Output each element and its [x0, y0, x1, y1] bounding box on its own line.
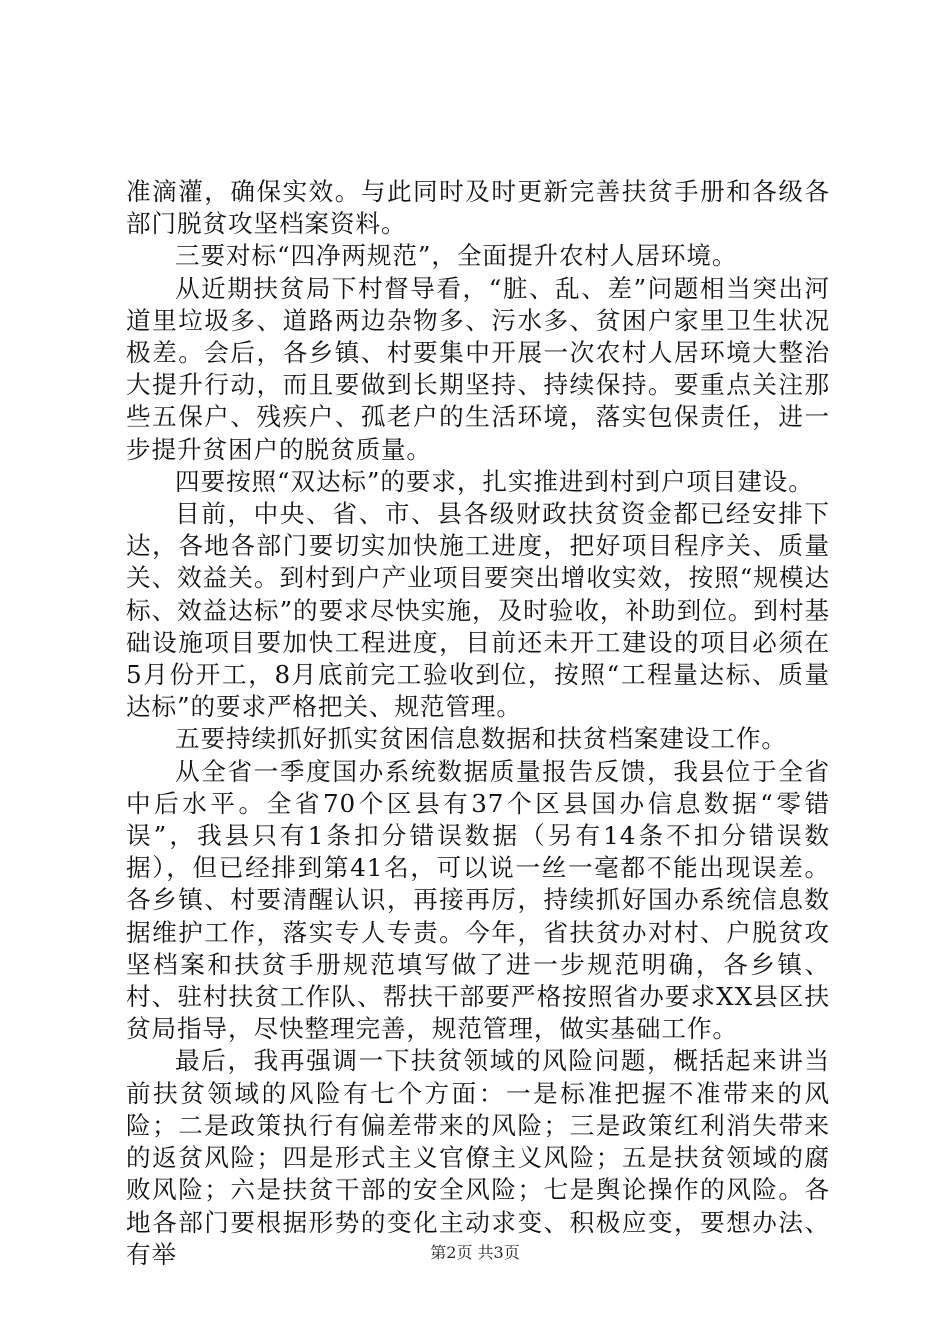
- paragraph: 从全省一季度国办系统数据质量报告反馈，我县位于全省中后水平。全省70个区县有37个区县国办信息数据“零错误”，我县只有1条扣分错误数据（另有14条不扣分错误数据），但已经排到第41名，可以说一丝一毫都不能出现误差。各乡镇、村要清醒认识，再接再厉，持续抓好国办系统信息数据维护工作，落实专人专责。今年，省扶贫办对村、户脱贫攻坚档案和扶贫手册规范填写做了进一步规范明确，各乡镇、村、驻村扶贫工作队、帮扶干部要严格按照省办要求XX县区扶贫局指导，尽快整理完善，规范管理，做实基础工作。: [126, 756, 830, 1044]
- section-heading: 五要持续抓好抓实贫困信息数据和扶贫档案建设工作。: [175, 724, 787, 754]
- paragraph: 目前，中央、省、市、县各级财政扶贫资金都已经安排下达，各地各部门要切实加快施工进度，把好项目程序关、质量关、效益关。到村到户产业项目要突出增收实效，按照“规模达标、效益达标”的要求尽快实施，及时验收，补助到位。到村基础设施项目要加快工程进度，目前还未开工建设的项目必须在5月份开工，8月底前完工验收到位，按照“工程量达标、质量达标”的要求严格把关、规范管理。: [126, 499, 830, 722]
- page-number-footer: 第2页 共3页: [430, 1243, 520, 1262]
- body-text: [126, 176, 830, 1271]
- section-heading: 四要按照“双达标”的要求，扎实推进到村到户项目建设。: [175, 466, 814, 496]
- paragraph: 从近期扶贫局下村督导看，“脏、乱、差”问题相当突出河道里垃圾多、道路两边杂物多、污水多、贫困户家里卫生状况极差。会后，各乡镇、村要集中开展一次农村人居环境大整治大提升行动，而且要做到长期坚持、持续保持。要重点关注那些五保户、残疾户、孤老户的生活环境，落实包保责任，进一步提升贫困户的脱贫质量。: [126, 273, 830, 464]
- paragraph: 准滴灌，确保实效。与此同时及时更新完善扶贫手册和各级各部门脱贫攻坚档案资料。: [126, 177, 830, 239]
- section-heading: 三要对标“四净两规范”，全面提升农村人居环境。: [175, 241, 738, 271]
- paragraph: 最后，我再强调一下扶贫领域的风险问题，概括起来讲当前扶贫领域的风险有七个方面：一是标准把握不准带来的风险；二是政策执行有偏差带来的风险；三是政策红利消失带来的返贫风险；四是形式主义官僚主义风险；五是扶贫领域的腐败风险；六是扶贫干部的安全风险；七是舆论操作的风险。各地各部门要根据形势的变化主动求变、积极应变，要想办法、有举: [126, 1046, 830, 1269]
